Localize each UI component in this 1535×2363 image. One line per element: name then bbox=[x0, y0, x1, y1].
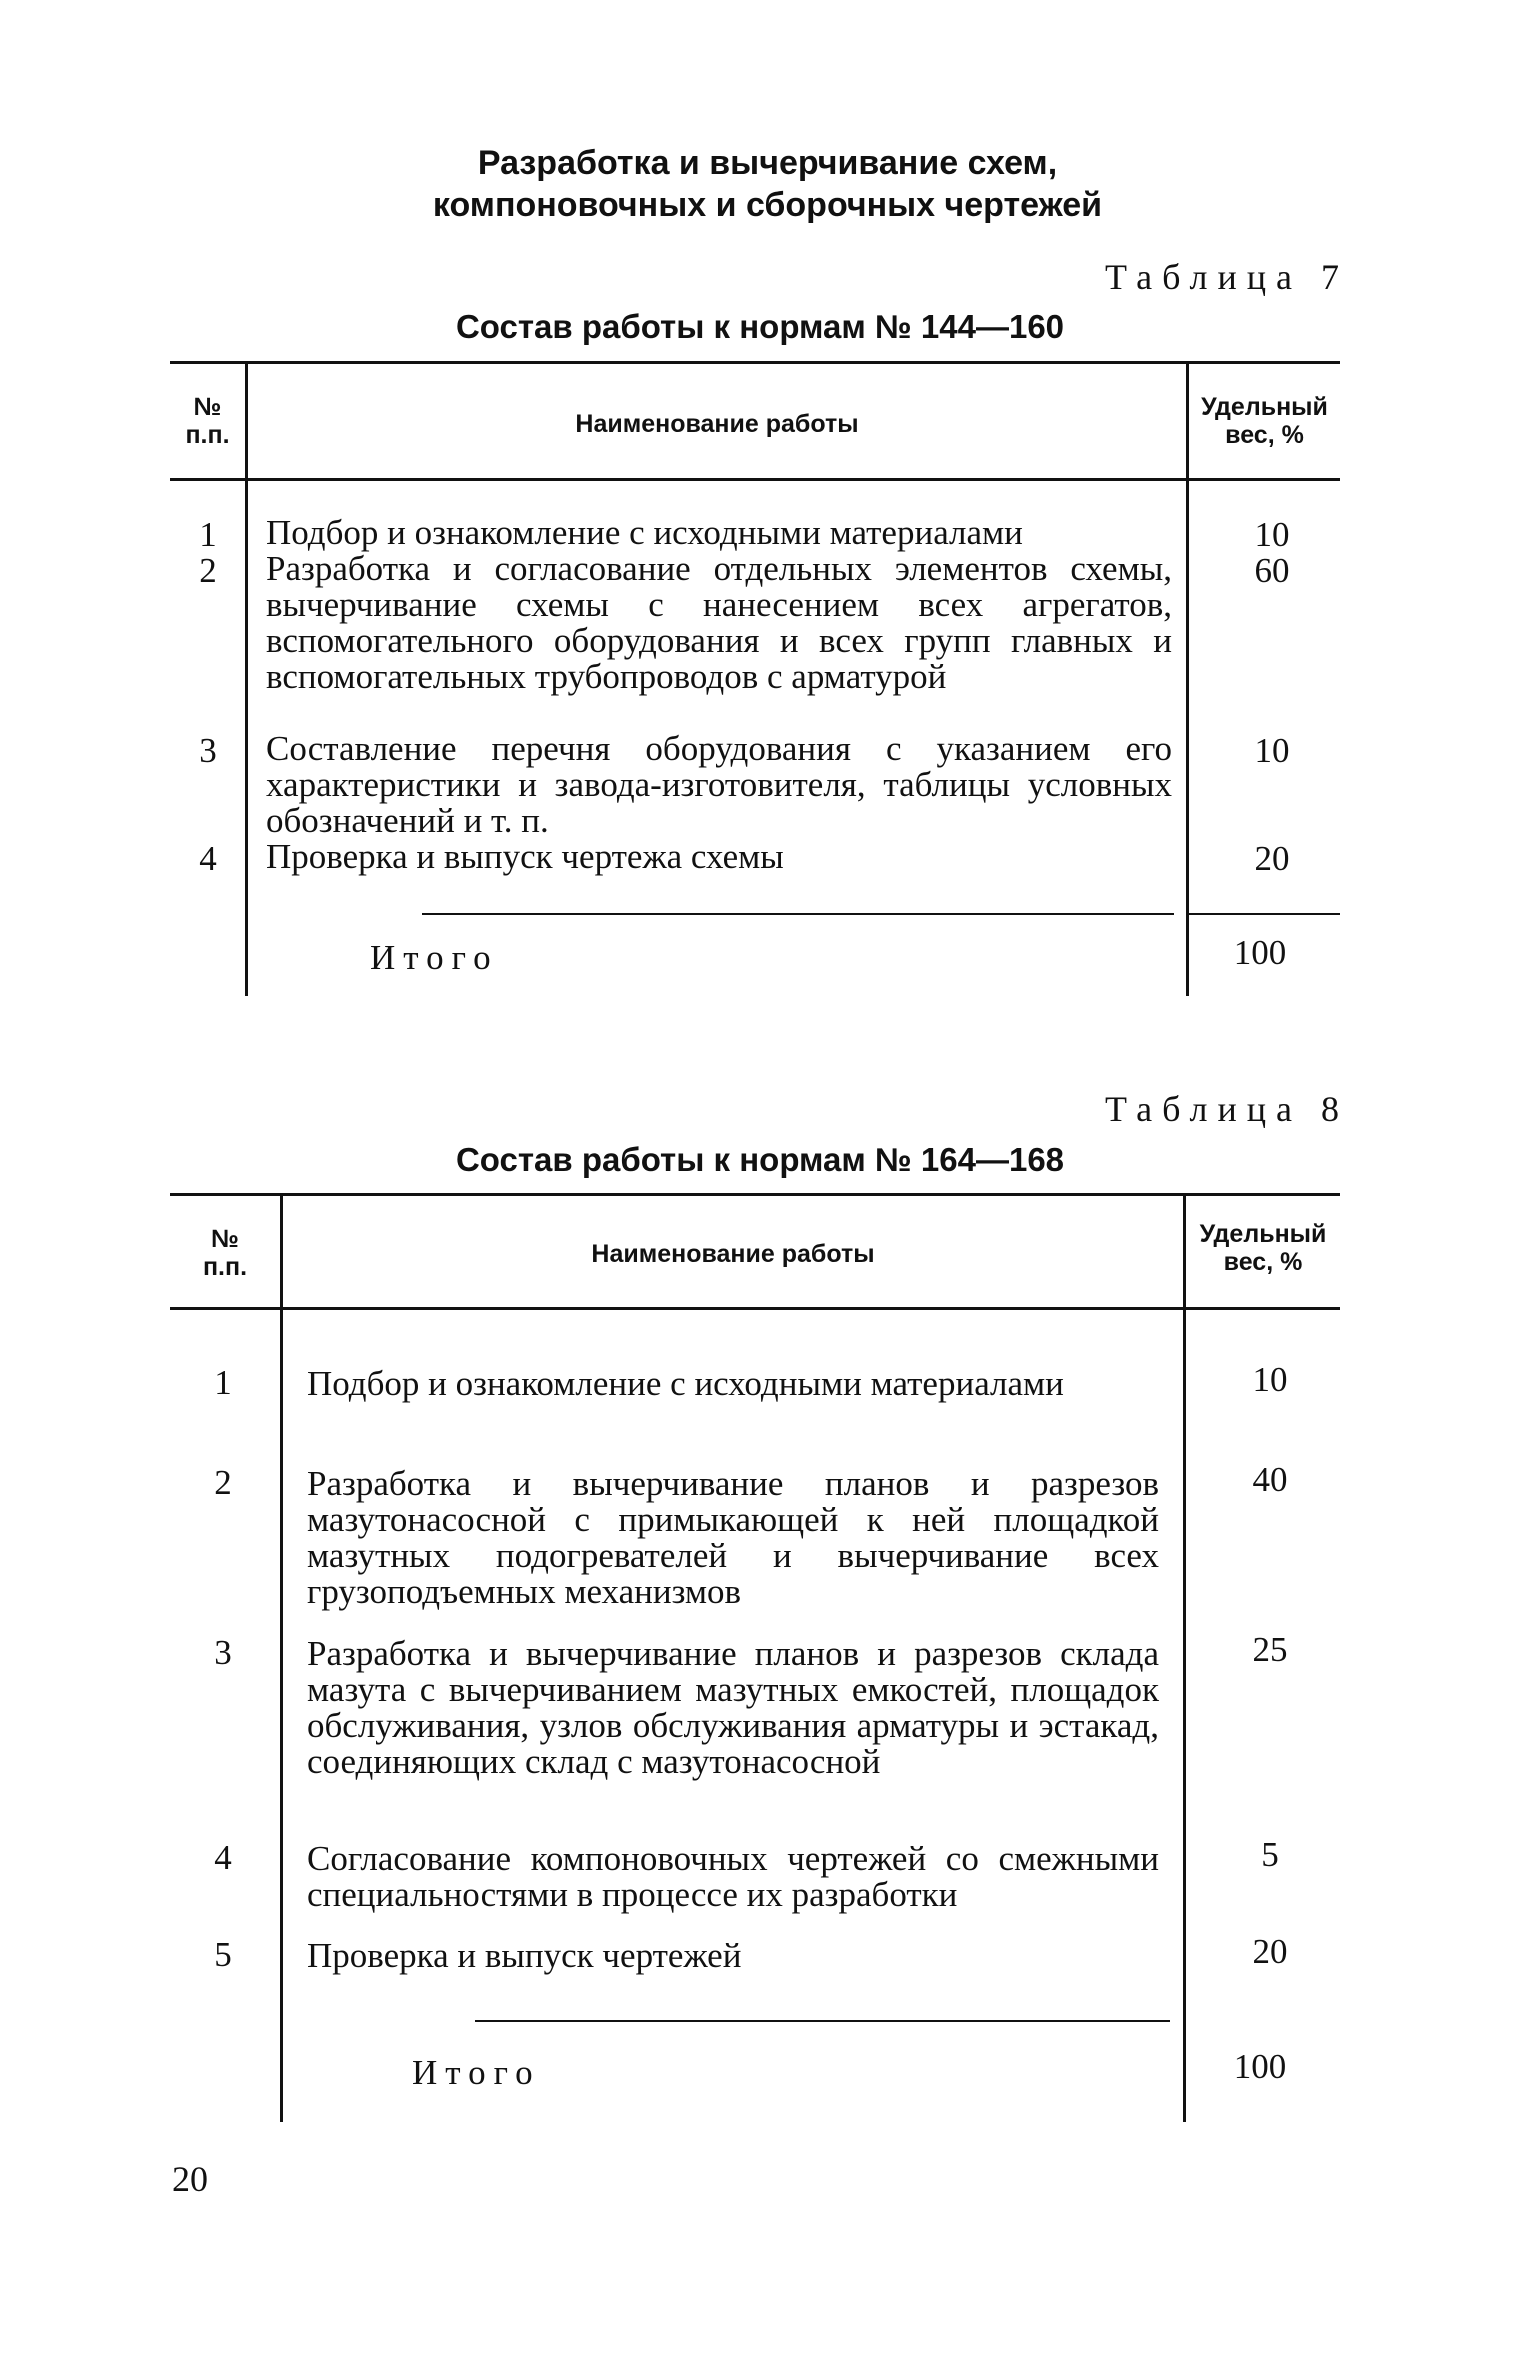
header-num-sign: № bbox=[211, 1225, 239, 1253]
table-8-row-5-num: 5 bbox=[214, 1935, 232, 1974]
header-num-abbr: п.п. bbox=[185, 421, 230, 449]
table-7-row-4-value: 20 bbox=[1254, 839, 1290, 878]
table-7-row-4-text: Проверка и выпуск чертежа схемы bbox=[266, 837, 784, 876]
table-7-row-3-value: 10 bbox=[1254, 731, 1290, 770]
page-heading-line-2: компоновочных и сборочных чертежей bbox=[432, 186, 1103, 224]
table-7-header-num bbox=[170, 393, 245, 449]
table-7-total-value: 100 bbox=[1233, 933, 1287, 972]
page-number: 20 bbox=[172, 2159, 208, 2199]
table-7-row-3-num: 3 bbox=[199, 731, 217, 770]
table-8-row-2-value: 40 bbox=[1252, 1460, 1288, 1499]
table-8-row-2-num: 2 bbox=[214, 1463, 232, 1502]
table-7-total-label: Итого bbox=[370, 938, 499, 977]
table-8-column-divider-2 bbox=[1183, 1196, 1186, 2122]
table-7-total-rule-value bbox=[1189, 913, 1340, 915]
table-8-row-1-num: 1 bbox=[214, 1363, 232, 1402]
table-7-header-rule bbox=[170, 478, 1340, 481]
table-8-row-1-value: 10 bbox=[1252, 1360, 1288, 1399]
table-8-header-name: Наименование работы bbox=[591, 1240, 875, 1268]
table-7-top-rule bbox=[170, 361, 1340, 364]
table-8-title: Состав работы к нормам № 164—168 bbox=[455, 1141, 1065, 1178]
header-weight-line-1: Удельный bbox=[1201, 393, 1328, 421]
header-num-sign: № bbox=[193, 393, 222, 421]
table-8-header-rule bbox=[170, 1307, 1340, 1310]
table-7-row-1-value: 10 bbox=[1254, 515, 1290, 554]
table-8-row-1-text: Подбор и ознакомление с исходными материалами bbox=[307, 1364, 1064, 1403]
table-8-row-3-num: 3 bbox=[214, 1633, 232, 1672]
header-num-abbr: п.п. bbox=[202, 1253, 248, 1281]
table-8-label: Таблица 8 bbox=[1105, 1089, 1349, 1129]
table-8-header-num bbox=[170, 1225, 280, 1281]
table-8-header-weight bbox=[1186, 1220, 1340, 1276]
table-8-row-4-num: 4 bbox=[214, 1838, 232, 1877]
table-8-row-2-text: Разработка и вычерчивание планов и разрезов мазутонасосной с примыкающей к ней площадкой мазутных подогревателей и вычерчивание всех грузоподъемных механизмов bbox=[307, 1464, 1159, 1611]
table-7-header-name: Наименование работы bbox=[575, 410, 859, 438]
table-8-row-5-value: 20 bbox=[1252, 1932, 1288, 1971]
table-8-row-5-text: Проверка и выпуск чертежей bbox=[307, 1936, 742, 1975]
table-8-column-divider-1 bbox=[280, 1196, 283, 2122]
page-heading-line-1: Разработка и вычерчивание схем, bbox=[477, 144, 1058, 182]
table-8-row-3-text: Разработка и вычерчивание планов и разрезов склада мазута с вычерчиванием мазутных емкостей, площадок обслуживания, узлов обслуживания арматуры и эстакад, соединяющих склад с мазутонасосной bbox=[307, 1634, 1159, 1781]
table-8-top-rule bbox=[170, 1193, 1340, 1196]
table-7-row-2-num: 2 bbox=[199, 551, 217, 590]
table-7-column-divider-1 bbox=[245, 364, 248, 996]
table-7-row-1-num: 1 bbox=[199, 515, 217, 554]
table-8-row-3-value: 25 bbox=[1252, 1630, 1288, 1669]
table-7-column-divider-2 bbox=[1186, 364, 1189, 996]
header-weight-line-2: вес, % bbox=[1225, 421, 1304, 449]
table-8-total-label: Итого bbox=[412, 2053, 541, 2092]
table-7-row-3-text: Составление перечня оборудования с указанием его характеристики и завода-изготовителя, таблицы условных обозначений и т. п. bbox=[266, 729, 1172, 840]
table-7-total-rule bbox=[422, 913, 1174, 915]
header-weight-line-1: Удельный bbox=[1199, 1220, 1327, 1248]
table-7-row-4-num: 4 bbox=[199, 839, 217, 878]
header-weight-line-2: вес, % bbox=[1223, 1248, 1303, 1276]
table-8-total-value: 100 bbox=[1233, 2047, 1287, 2086]
table-7-header-weight bbox=[1189, 393, 1340, 449]
table-7-title: Состав работы к нормам № 144—160 bbox=[455, 308, 1065, 345]
table-8-row-4-value: 5 bbox=[1261, 1835, 1279, 1874]
table-8-row-4-text: Согласование компоновочных чертежей со смежными специальностями в процессе их разработки bbox=[307, 1839, 1159, 1914]
table-8-total-rule bbox=[475, 2020, 1170, 2022]
table-7-row-2-text: Разработка и согласование отдельных элементов схемы, вычерчивание схемы с нанесением всех агрегатов, вспомогательного оборудования и всех групп главных и вспомогательных трубопроводов с арматурой bbox=[266, 549, 1172, 696]
table-7-label: Таблица 7 bbox=[1105, 257, 1349, 297]
table-7-row-1-text: Подбор и ознакомление с исходными материалами bbox=[266, 513, 1023, 552]
table-7-row-2-value: 60 bbox=[1254, 551, 1290, 590]
